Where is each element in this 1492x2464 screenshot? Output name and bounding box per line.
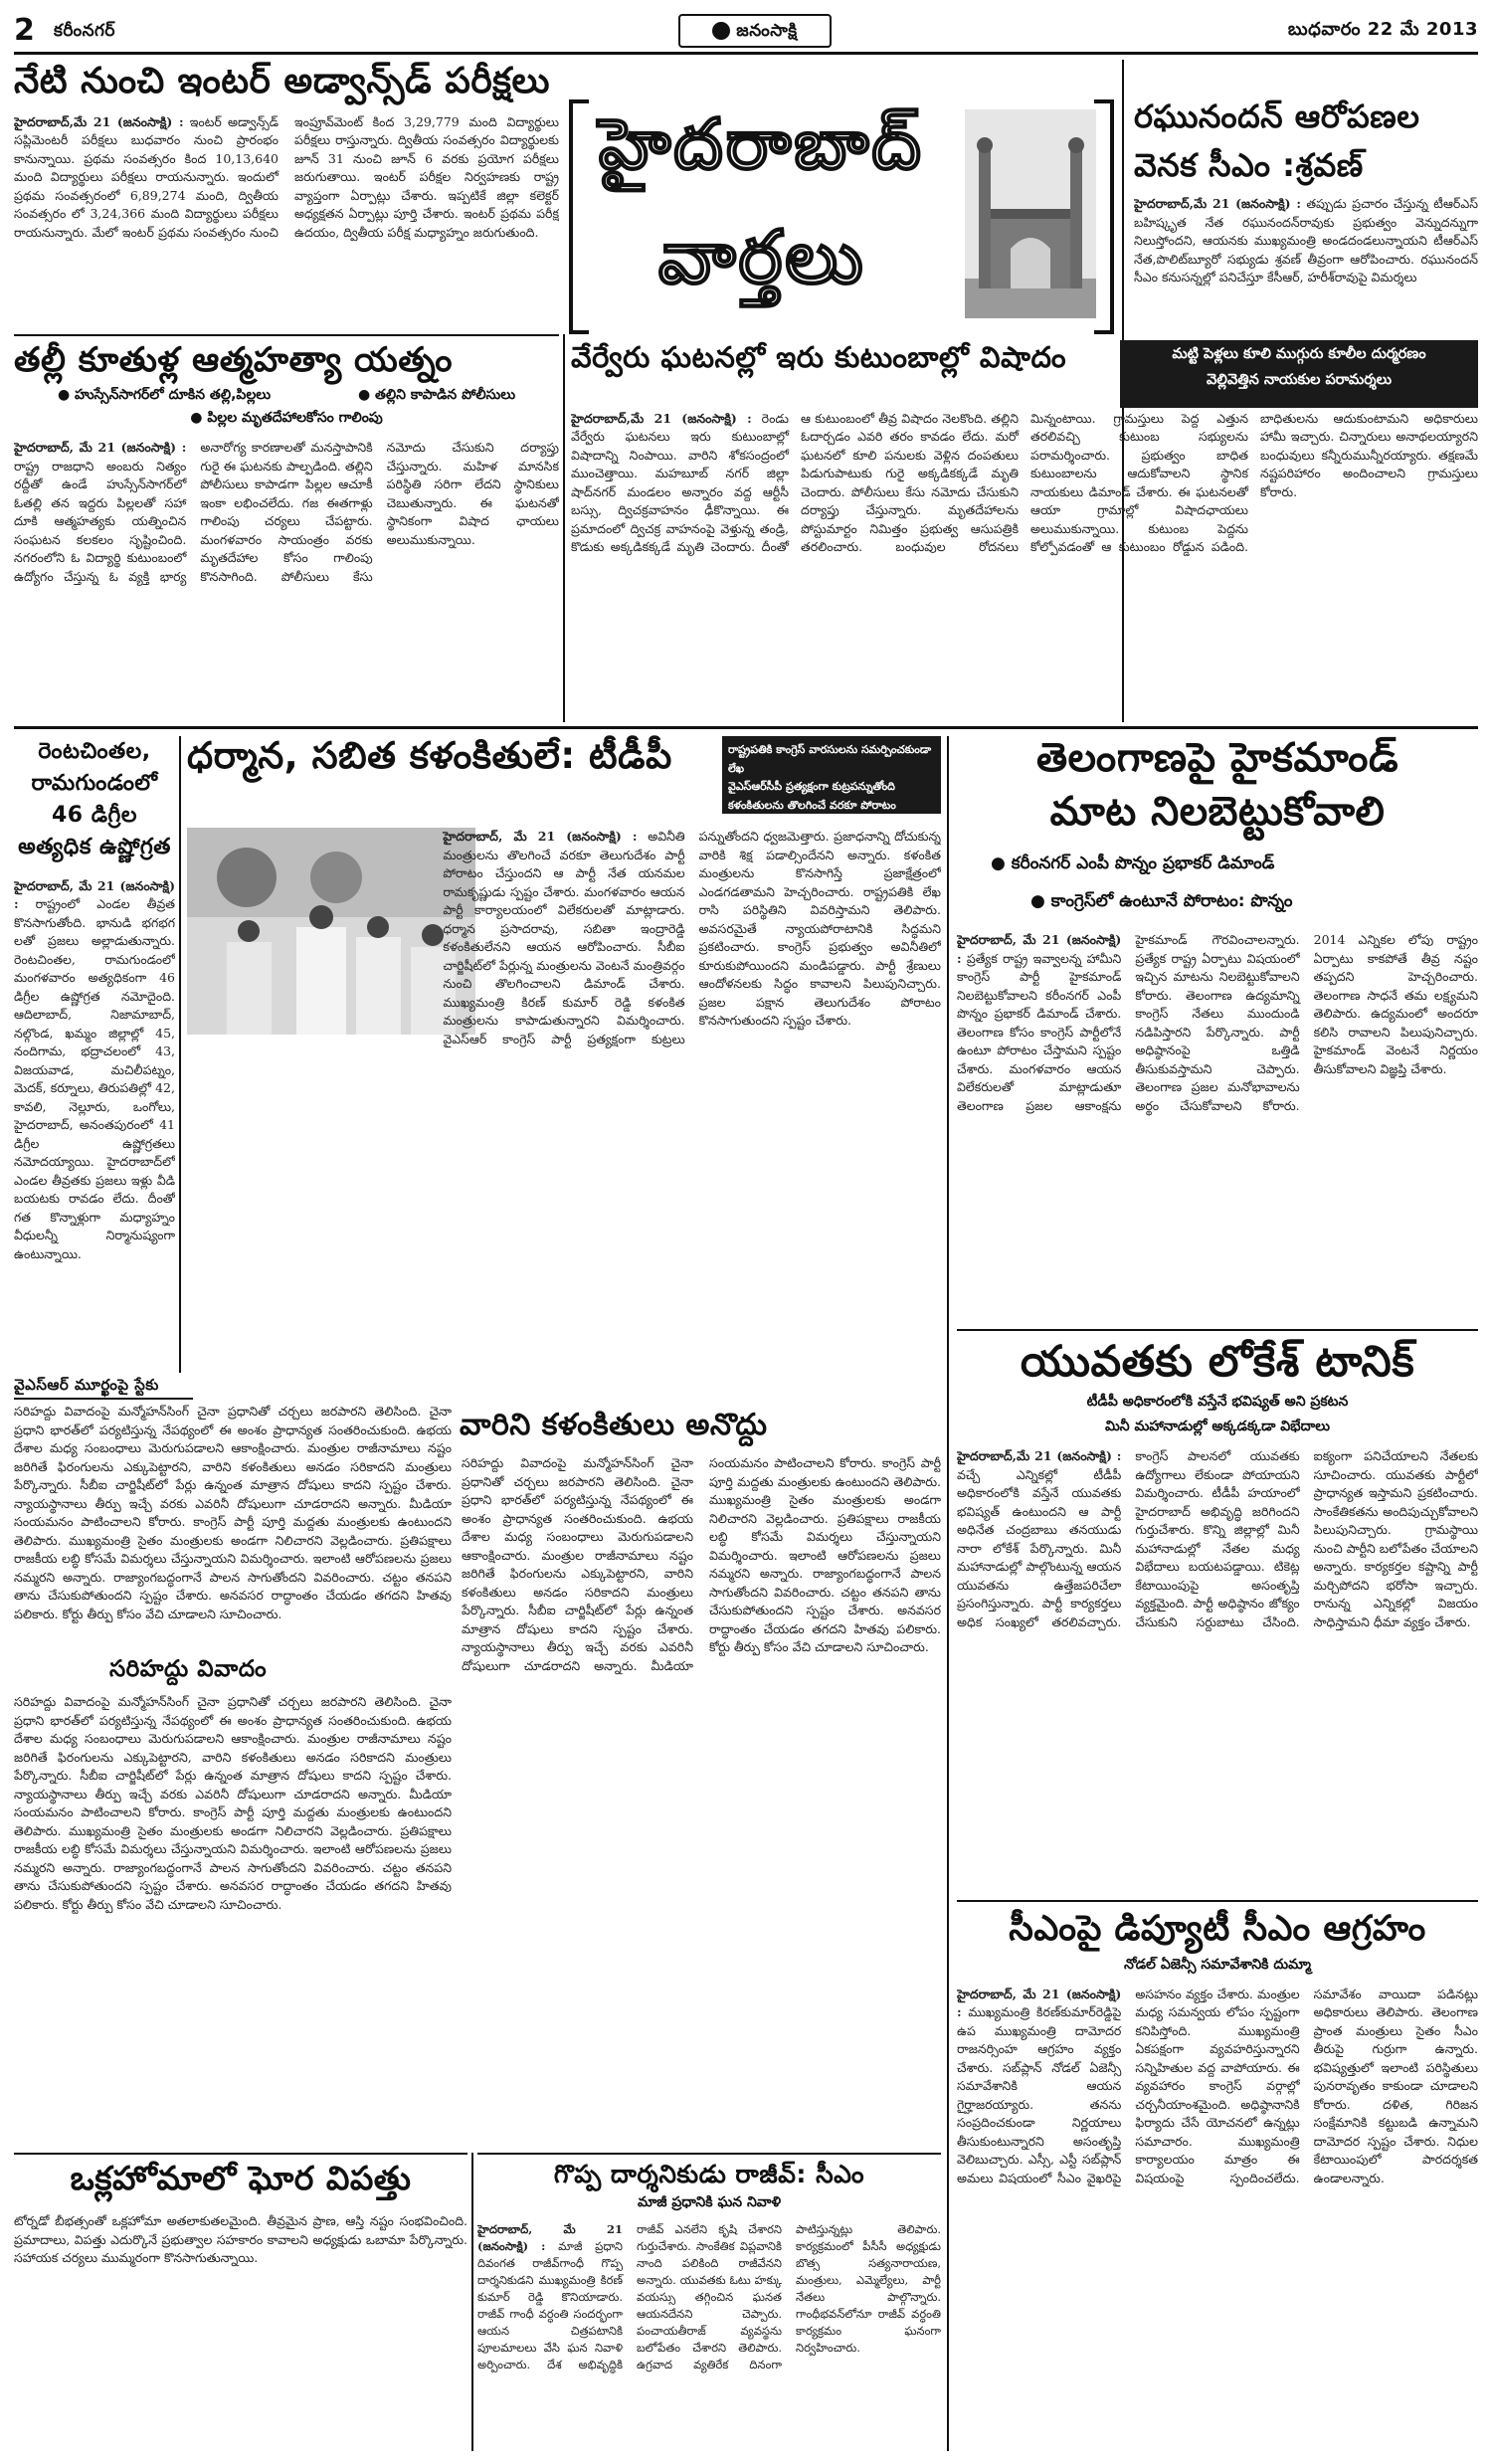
headline: నేటి నుంచి ఇంటర్ అడ్వాన్స్‌డ్ పరీక్షలు	[14, 61, 550, 101]
charminar-photo	[965, 109, 1096, 318]
bullets	[14, 387, 559, 406]
article-lokesh	[957, 1339, 1478, 1896]
kicker-ysr	[14, 1377, 372, 1400]
headline: సీఎంపై డిప్యూటీ సీఎం ఆగ్రహం	[1009, 1909, 1426, 1949]
dateline: హైదరాబాద్, మే 21 (జనంసాక్షి) :	[14, 440, 187, 456]
dateline: హైదరాబాద్,మే 21 (జనంసాక్షి) :	[957, 1448, 1122, 1464]
section-rule	[14, 334, 559, 336]
dateline: హైదరాబాద్, మే 21 (జనంసాక్షి) :	[443, 829, 638, 844]
section-rule	[957, 1329, 1478, 1331]
article-tdp	[187, 736, 941, 1373]
hyderabad-news-banner	[569, 99, 1114, 328]
headline: తల్లీ కూతుళ్ల ఆత్మహత్యా యత్నం	[14, 340, 453, 380]
body-text-right: సరిహద్దు వివాదంపై మన్మోహన్‌సింగ్ చైనా ప్రధానితో చర్చలు జరపారని తెలిసింది. చైనా ప్రధాని భారత్‌లో పర్యటిస్తున్న నేపథ్యంలో ఈ అంశం ప్రాధాన్యత సంతరించుకుంది. ఉభయ దేశాల మధ్య సంబంధాలు మెరుగుపడాలని ఆకాంక్షించారు. మంత్రుల రాజీనామాలు నష్టం జరిగితే ఫిరంగులను ఎక్కుపెట్టారని, వారిని కళంకితులు అనడం సరికాదని మంత్రులు పేర్కొన్నారు. సీబీఐ చార్జిషీట్‌లో పేర్లు ఉన్నంత మాత్రాన దోషులు కాదని స్పష్టం చేశారు. న్యాయస్థానాలు తీర్పు ఇచ్చే వరకు ఎవరినీ దోషులుగా చూడరాదని అన్నారు. మీడియా సంయమనం పాటించాలని కోరారు. కాంగ్రెస్ పార్టీ పూర్తి మద్దతు మంత్రులకు ఉంటుందని తెలిపారు. ముఖ్యమంత్రి సైతం మంత్రులకు అండగా నిలిచారని వెల్లడించారు. ప్రతిపక్షాలు రాజకీయ లబ్ధి కోసమే విమర్శలు చేస్తున్నాయని విమర్శించారు. ఇలాంటి ఆరోపణలను ప్రజలు నమ్మరని అన్నారు. రాజ్యాంగబద్ధంగానే పాలన సాగుతోందని వివరించారు. చట్టం తనపని తాను చేసుకుపోతుందని స్పష్టం చేశారు. అనవసర రాద్ధాంతం చేయడం తగదని హితవు పలికారు. కోర్టు తీర్పు కోసం వేచి చూడాలని సూచించారు.	[462, 1455, 941, 1673]
article-raghunandan	[1134, 99, 1478, 348]
article-deputy-cm	[957, 1910, 1478, 2451]
subhead-line1: మట్టి పెళ్లలు కూలి ముగ్గురు కూలీల దుర్మరణం	[1172, 346, 1426, 362]
article-body	[571, 410, 1478, 708]
bullet-1: ● కరీంనగర్ ఎంపీ పొన్నం ప్రభాకర్ డిమాండ్	[957, 853, 1478, 877]
article-body	[957, 1447, 1478, 1865]
banner-line2: వార్తలు	[658, 215, 866, 300]
column-rule	[471, 2153, 473, 2451]
headline-line1: రఘునందన్ ఆరోపణల	[1134, 97, 1420, 135]
column-rule	[563, 334, 565, 722]
article-body-left-lower	[14, 1693, 452, 2131]
bullet-1: ● హుస్సేన్‌సాగర్‌లో దూకిన తల్లి,పిల్లలు	[58, 387, 271, 406]
sidebar-line1: రాష్ట్రపతికి కాంగ్రెస్ వారసులను సమర్పించకుండా లేఖ	[728, 743, 932, 775]
article-body	[14, 113, 559, 317]
masthead-rule	[14, 52, 1478, 55]
dateline: హైదరాబాద్, మే 21 (జనంసాక్షి) :	[957, 1986, 1122, 2019]
body-text: రాష్ట్ర రాజధాని అంబరు నిత్యం రద్దీతో ఉండే హుస్సేన్‌సాగర్‌లో ఓతల్లి తన ఇద్దరు పిల్లలతో సహా దూకి ఆత్మహత్యకు యత్నించిన సంఘటన కలకలం సృష్టించింది. నగరంలోని ఓ విద్యార్థి కుటుంబంలో ఉద్యోగం చేస్తున్న ఓ వ్యక్తి భార్య అనారోగ్య కారణాలతో మనస్తాపానికి గురై ఈ ఘటనకు పాల్పడింది. తల్లిని పోలీసులు కాపాడగా పిల్లల ఆచూకీ ఇంకా లభించలేదు. గజ ఈతగాళ్లు గాలింపు చర్యలు చేపట్టారు. మంగళవారం సాయంత్రం వరకు మృతదేహాల కోసం గాలింపు కొనసాగింది. పోలీసులు కేసు నమోదు చేసుకుని దర్యాప్తు చేస్తున్నారు. మహిళ మానసిక పరిస్థితి సరిగా లేదని స్థానికులు చెబుతున్నారు. ఈ ఘటనతో స్థానికంగా విషాద ఛాయలు అలుముకున్నాయి.	[14, 440, 559, 584]
grief-subhead-box	[1120, 340, 1478, 408]
article-body	[477, 2221, 941, 2430]
column-rule	[179, 736, 181, 1373]
tdp-sidebar-box	[722, 736, 941, 814]
article-body	[957, 1986, 1478, 2433]
section-rule	[957, 1900, 1478, 1902]
subhead-line2: వెల్లివెత్తిన నాయకుల పరామర్శలు	[1207, 372, 1392, 388]
headline: ఒక్లహోమాలో ఘోర విపత్తు	[70, 2159, 412, 2197]
article-rajiv	[477, 2161, 941, 2451]
dateline: హైదరాబాద్, మే 21 (జనంసాక్షి) :	[14, 877, 175, 912]
bracket-right	[1094, 99, 1114, 334]
headline: వారిని కళంకితులు అనొద్దు	[460, 1408, 768, 1442]
headline: గొప్ప దార్శనికుడు రాజీవ్: సీఎం	[553, 2160, 865, 2188]
dateline: హైదరాబాద్, మే 21 (జనంసాక్షి) :	[477, 2221, 623, 2253]
body-text-continued: సరిహద్దు వివాదంపై మన్మోహన్‌సింగ్ చైనా ప్రధానితో చర్చలు జరపారని తెలిసింది. చైనా ప్రధాని భారత్‌లో పర్యటిస్తున్న నేపథ్యంలో ఈ అంశం ప్రాధాన్యత సంతరించుకుంది. ఉభయ దేశాల మధ్య సంబంధాలు మెరుగుపడాలని ఆకాంక్షించారు. మంత్రుల రాజీనామాలు నష్టం జరిగితే ఫిరంగులను ఎక్కుపెట్టారని, వారిని కళంకితులు అనడం సరికాదని మంత్రులు పేర్కొన్నారు. సీబీఐ చార్జిషీట్‌లో పేర్లు ఉన్నంత మాత్రాన దోషులు కాదని స్పష్టం చేశారు. న్యాయస్థానాలు తీర్పు ఇచ్చే వరకు ఎవరినీ దోషులుగా చూడరాదని అన్నారు. మీడియా సంయమనం పాటించాలని కోరారు. కాంగ్రెస్ పార్టీ పూర్తి మద్దతు మంత్రులకు ఉంటుందని తెలిపారు. ముఖ్యమంత్రి సైతం మంత్రులకు అండగా నిలిచారని వెల్లడించారు. ప్రతిపక్షాలు రాజకీయ లబ్ధి కోసమే విమర్శలు చేస్తున్నాయని విమర్శించారు. ఇలాంటి ఆరోపణలను ప్రజలు నమ్మరని అన్నారు. రాజ్యాంగబద్ధంగానే పాలన సాగుతోందని వివరించారు. చట్టం తనపని తాను చేసుకుపోతుందని స్పష్టం చేశారు. అనవసర రాద్ధాంతం చేయడం తగదని హితవు పలికారు. కోర్టు తీర్పు కోసం వేచి చూడాలని సూచించారు.	[14, 1694, 452, 1912]
bullet-2: ● కాంగ్రెస్‌లో ఉంటూనే పోరాటం: పొన్నం	[957, 891, 1478, 915]
article-body	[14, 877, 175, 1345]
headline: యువతకు లోకేశ్ టానిక్	[1020, 1337, 1415, 1387]
headline: రెంటచింతల, రామగుండంలో 46 డిగ్రీల అత్యధిక ఉష్ణోగ్రత	[18, 739, 171, 859]
sidebar-line3: కళంకితులను తొలగించే వరకూ పోరాటం	[728, 799, 896, 813]
dateline: హైదరాబాద్,మే 21 (జనంసాక్షి) :	[571, 410, 752, 426]
dateline: హైదరాబాద్, మే 21 (జనంసాక్షి) :	[957, 932, 1122, 966]
section-rule	[14, 726, 1478, 729]
article-body	[14, 2212, 467, 2362]
body-text: సరిహద్దు వివాదంపై మన్మోహన్‌సింగ్ చైనా ప్రధానితో చర్చలు జరపారని తెలిసింది. చైనా ప్రధాని భారత్‌లో పర్యటిస్తున్న నేపథ్యంలో ఈ అంశం ప్రాధాన్యత సంతరించుకుంది. ఉభయ దేశాల మధ్య సంబంధాలు మెరుగుపడాలని ఆకాంక్షించారు. మంత్రుల రాజీనామాలు నష్టం జరిగితే ఫిరంగులను ఎక్కుపెట్టారని, వారిని కళంకితులు అనడం సరికాదని మంత్రులు పేర్కొన్నారు. సీబీఐ చార్జిషీట్‌లో పేర్లు ఉన్నంత మాత్రాన దోషులు కాదని స్పష్టం చేశారు. న్యాయస్థానాలు తీర్పు ఇచ్చే వరకు ఎవరినీ దోషులుగా చూడరాదని అన్నారు. మీడియా సంయమనం పాటించాలని కోరారు. కాంగ్రెస్ పార్టీ పూర్తి మద్దతు మంత్రులకు ఉంటుందని తెలిపారు. ముఖ్యమంత్రి సైతం మంత్రులకు అండగా నిలిచారని వెల్లడించారు. ప్రతిపక్షాలు రాజకీయ లబ్ధి కోసమే విమర్శలు చేస్తున్నాయని విమర్శించారు. ఇలాంటి ఆరోపణలను ప్రజలు నమ్మరని అన్నారు. రాజ్యాంగబద్ధంగానే పాలన సాగుతోందని వివరించారు. చట్టం తనపని తాను చేసుకుపోతుందని స్పష్టం చేశారు. అనవసర రాద్ధాంతం చేయడం తగదని హితవు పలికారు. కోర్టు తీర్పు కోసం వేచి చూడాలని సూచించారు.	[14, 1404, 452, 1621]
banner-line1: హైదరాబాద్	[599, 103, 924, 185]
headline-line1: తెలంగాణపై హైకమాండ్	[1035, 735, 1399, 781]
headline-line2: వెనక సీఎం :శ్రవణ్	[1134, 146, 1364, 185]
sidebar-line2: వైఎస్ఆర్‌సీపీ ప్రత్యక్షంగా కుట్రపన్నుతోంది	[728, 780, 895, 794]
issue-date: బుధవారం 22 మే 2013	[1287, 19, 1478, 40]
dateline: హైదరాబాద్,మే 21 (జనంసాక్షి) :	[14, 113, 184, 129]
headline-line2: మాట నిలబెట్టుకోవాలి	[1049, 789, 1386, 835]
logo-emblem-icon	[712, 22, 730, 40]
subsection-headline: సరిహద్దు వివాదం	[109, 1656, 268, 1682]
body-text: వచ్చే ఎన్నికల్లో టీడీపీ అధికారంలోకి వస్తేనే యువతకు భవిష్యత్ ఉంటుందని ఆ పార్టీ అధినేత చంద్రబాబు తనయుడు నారా లోకేశ్ పేర్కొన్నారు. మినీ మహానాడుల్లో పాల్గొంటున్న ఆయన యువతను ఉత్తేజపరిచేలా ప్రసంగిస్తున్నారు. పార్టీ కార్యకర్తలు అధిక సంఖ్యలో తరలివచ్చారు. కాంగ్రెస్ పాలనలో యువతకు ఉద్యోగాలు లేకుండా పోయాయని విమర్శించారు. టీడీపీ హయాంలో హైదరాబాద్ అభివృద్ధి జరిగిందని గుర్తుచేశారు. కొన్ని జిల్లాల్లో మినీ మహానాడుల్లో నేతల మధ్య విభేదాలు బయటపడ్డాయి. టికెట్ల కేటాయింపుపై అసంతృప్తి వ్యక్తమైంది. పార్టీ అధిష్ఠానం జోక్యం చేసుకుని సర్దుబాటు చేసింది. ఐక్యంగా పనిచేయాలని నేతలకు సూచించారు. యువతకు పార్టీలో ప్రాధాన్యత ఇస్తామని ప్రకటించారు. సాంకేతికతను అందిపుచ్చుకోవాలని పిలుపునిచ్చారు. గ్రామస్థాయి నుంచి పార్టీని బలోపేతం చేయాలని అన్నారు. కార్యకర్తల కష్టాన్ని పార్టీ మర్చిపోదని భరోసా ఇచ్చారు. రానున్న ఎన్నికల్లో విజయం సాధిస్తామని ధీమా వ్యక్తం చేశారు.	[957, 1448, 1478, 1629]
article-inter-exams	[14, 62, 559, 330]
body-text: ముఖ్యమంత్రి కిరణ్‌కుమార్‌రెడ్డిపై ఉప ముఖ్యమంత్రి దామోదర రాజనర్సింహ ఆగ్రహం వ్యక్తం చేశారు. సబ్‌ప్లాన్ నోడల్ ఏజెన్సీ సమావేశానికి ఆయన గైర్హాజరయ్యారు. తనను సంప్రదించకుండా నిర్ణయాలు తీసుకుంటున్నారని అసంతృప్తి వెలిబుచ్చారు. ఎస్సీ, ఎస్టీ సబ్‌ప్లాన్ అమలు విషయంలో సీఎం వైఖరిపై అసహనం వ్యక్తం చేశారు. మంత్రుల మధ్య సమన్వయ లోపం స్పష్టంగా కనిపిస్తోంది. ముఖ్యమంత్రి ఏకపక్షంగా వ్యవహరిస్తున్నారని సన్నిహితుల వద్ద వాపోయారు. ఈ వ్యవహారం కాంగ్రెస్ వర్గాల్లో చర్చనీయాంశమైంది. అధిష్ఠానానికి ఫిర్యాదు చేసే యోచనలో ఉన్నట్లు సమాచారం. ముఖ్యమంత్రి కార్యాలయం మాత్రం ఈ విషయంపై స్పందించలేదు. సమావేశం వాయిదా పడినట్లు అధికారులు తెలిపారు. తెలంగాణ ప్రాంత మంత్రులు సైతం సీఎం తీరుపై గుర్రుగా ఉన్నారు. భవిష్యత్తులో ఇలాంటి పరిస్థితులు పునరావృతం కాకుండా చూడాలని కోరారు. దళిత, గిరిజన సంక్షేమానికి కట్టుబడి ఉన్నామని దామోదర స్పష్టం చేశారు. నిధుల కేటాయింపులో పారదర్శకత ఉండాలన్నారు.	[957, 1986, 1478, 2185]
section-rule	[477, 2153, 941, 2155]
body-text: ప్రత్యేక రాష్ట్ర ఇవ్వాలన్న హామీని కాంగ్రెస్ పార్టీ హైకమాండ్ నిలబెట్టుకోవాలని కరీంనగర్ ఎంపీ పొన్నం ప్రభాకర్ డిమాండ్ చేశారు. తెలంగాణ కోసం కాంగ్రెస్ పార్టీలోనే ఉంటూ పోరాటం చేస్తామని స్పష్టం చేశారు. మంగళవారం ఆయన విలేకరులతో మాట్లాడుతూ తెలంగాణ ప్రజల ఆకాంక్షను హైకమాండ్ గౌరవించాలన్నారు. ప్రత్యేక రాష్ట్ర ఏర్పాటు విషయంలో ఇచ్చిన మాటను నిలబెట్టుకోవాలని కోరారు. తెలంగాణ ఉద్యమాన్ని కాంగ్రెస్ నేతలు ముందుండి నడిపిస్తారని పేర్కొన్నారు. పార్టీ అధిష్ఠానంపై ఒత్తిడి తీసుకువస్తామని చెప్పారు. తెలంగాణ ప్రజల మనోభావాలను అర్థం చేసుకోవాలని కోరారు. 2014 ఎన్నికల లోపు రాష్ట్రం ఏర్పాటు కాకపోతే తీవ్ర నష్టం తప్పదని హెచ్చరించారు. తెలంగాణ సాధనే తమ లక్ష్యమని తెలిపారు. ఉద్యమంలో అందరూ కలిసి రావాలని పిలుపునిచ్చారు. హైకమాండ్ వెంటనే నిర్ణయం తీసుకోవాలని విజ్ఞప్తి చేశారు.	[957, 932, 1478, 1113]
article-telangana-highcommand	[957, 736, 1478, 1323]
article-two-families	[571, 342, 1478, 720]
headline: వేర్వేరు ఘటనల్లో ఇరు కుటుంబాల్లో విషాదం	[571, 340, 1067, 374]
page-number: 2	[14, 13, 36, 48]
article-body	[957, 931, 1478, 1289]
body-text: అవినీతి మంత్రులను తొలగించే వరకూ తెలుగుదేశం పార్టీ పోరాటం చేస్తుందని ఆ పార్టీ నేత యనమల రామకృష్ణుడు స్పష్టం చేశారు. మంగళవారం ఆయన పార్టీ కార్యాలయంలో విలేకరులతో మాట్లాడారు. ధర్మాన ప్రసాదరావు, సబితా ఇంద్రారెడ్డి కళంకితులేనని ఆయన ఆరోపించారు. సీబీఐ చార్జిషీట్‌లో పేర్లున్న మంత్రులను వెంటనే మంత్రివర్గం నుంచి తొలగించాలని డిమాండ్ చేశారు. ముఖ్యమంత్రి కిరణ్ కుమార్ రెడ్డి కళంకిత మంత్రులను కాపాడుతున్నారని విమర్శించారు. వైఎస్ఆర్ కాంగ్రెస్ పార్టీ ప్రత్యక్షంగా కుట్రలు పన్నుతోందని ధ్వజమెత్తారు. ప్రజాధనాన్ని దోచుకున్న వారికి శిక్ష పడాల్సిందేనని అన్నారు. కళంకిత మంత్రులను కొనసాగిస్తే ప్రజాక్షేత్రంలో ఎండగడతామని హెచ్చరించారు. రాష్ట్రపతికి లేఖ రాసి పరిస్థితిని వివరిస్తామని తెలిపారు. అవసరమైతే న్యాయపోరాటానికి సిద్ధమని ప్రకటించారు. కాంగ్రెస్ ప్రభుత్వం అవినీతిలో కూరుకుపోయిందని మండిపడ్డారు. పార్టీ శ్రేణులు ఆందోళనలకు సిద్ధం కావాలని పిలుపునిచ్చారు. ప్రజల పక్షాన తెలుగుదేశం పోరాటం కొనసాగుతుందని స్పష్టం చేశారు.	[443, 829, 941, 1046]
newspaper-logo: జనంసాక్షి	[678, 14, 832, 48]
article-oklahoma	[14, 2161, 467, 2451]
body-text: రెండు వేర్వేరు ఘటనలు ఇరు కుటుంబాల్లో విషాదాన్ని నింపాయి. వారిని శోకసంద్రంలో ముంచెత్తాయి. మహబూబ్ నగర్ జిల్లా షాద్‌నగర్ మండలం అన్నారం వద్ద ఆర్టీసీ బస్సు, ద్విచక్రవాహనం ఢీకొన్నాయి. ఈ ప్రమాదంలో ద్విచక్ర వాహనంపై వెళ్తున్న తండ్రి, కొడుకు అక్కడికక్కడే మృతి చెందారు. దీంతో ఆ కుటుంబంలో తీవ్ర విషాదం నెలకొంది. తల్లిని ఓదార్చడం ఎవరి తరం కావడం లేదు. మరో ఘటనలో కూలి పనులకు వెళ్లిన దంపతులు పిడుగుపాటుకు గురై అక్కడికక్కడే మృతి చెందారు. పోలీసులు కేసు నమోదు చేసుకుని దర్యాప్తు చేస్తున్నారు. మృతదేహాలను పోస్టుమార్టం నిమిత్తం ప్రభుత్వ ఆసుపత్రికి తరలించారు. బంధువుల రోదనలు మిన్నంటాయి. గ్రామస్తులు పెద్ద ఎత్తున తరలివచ్చి కుటుంబ సభ్యులను పరామర్శించారు. ప్రభుత్వం బాధిత కుటుంబాలను ఆదుకోవాలని స్థానిక నాయకులు డిమాండ్ చేశారు. ఈ ఘటనలతో ఆయా గ్రామాల్లో విషాదఛాయలు అలుముకున్నాయి. కుటుంబ పెద్దను కోల్పోవడంతో ఆ కుటుంబం రోడ్డున పడింది. బాధితులను ఆదుకుంటామని అధికారులు హామీ ఇచ్చారు. చిన్నారులు అనాథలయ్యారని బంధువులు కన్నీరుమున్నీరయ్యారు. తక్షణమే నష్టపరిహారం అందించాలని గ్రామస్తులు కోరారు.	[571, 410, 1478, 555]
article-body-right	[462, 1454, 941, 1932]
article-body	[14, 439, 559, 677]
article-kalankitulu	[14, 1403, 941, 2147]
article-body-left	[14, 1403, 452, 1651]
article-mother-daughters	[14, 342, 559, 720]
article-body	[1134, 195, 1478, 344]
section-rule	[14, 2153, 467, 2155]
subhead-1: టీడీపీ అధికారంలోకి వస్తేనే భవిష్యత్ అని ప్రకటన	[1086, 1394, 1349, 1411]
article-body	[187, 828, 941, 1373]
article-heatwave	[14, 736, 175, 1373]
body-text: మాజీ ప్రధాని దివంగత రాజీవ్‌గాంధీ గొప్ప దార్శనికుడని ముఖ్యమంత్రి కిరణ్ కుమార్ రెడ్డి కొనియాడారు. రాజీవ్ గాంధీ వర్ధంతి సందర్భంగా ఆయన చిత్రపటానికి పూలమాలలు వేసి ఘన నివాళి అర్పించారు. దేశ అభివృద్ధికి రాజీవ్ ఎనలేని కృషి చేశారని గుర్తుచేశారు. సాంకేతిక విప్లవానికి నాంది పలికింది రాజీవేనని అన్నారు. యువతకు ఓటు హక్కు వయస్సు తగ్గించిన ఘనత ఆయనదేనని చెప్పారు. పంచాయతీరాజ్ వ్యవస్థను బలోపేతం చేశారని తెలిపారు. ఉగ్రవాద వ్యతిరేక దినంగా పాటిస్తున్నట్లు తెలిపారు. కార్యక్రమంలో పీసీసీ అధ్యక్షుడు బొత్స సత్యనారాయణ, మంత్రులు, ఎమ్మెల్యేలు, పార్టీ నేతలు పాల్గొన్నారు. గాంధీభవన్‌లోనూ రాజీవ్ వర్ధంతి కార్యక్రమం ఘనంగా నిర్వహించారు.	[477, 2221, 941, 2371]
bullet-2: ● తల్లిని కాపాడిన పోలీసులు	[358, 387, 515, 406]
bullet-3: ● పిల్లల మృతదేహాలకోసం గాలింపు	[190, 410, 383, 426]
subhead: మాజీ ప్రధానికి ఘన నివాళి	[637, 2193, 782, 2210]
dateline: హైదరాబాద్,మే 21 (జనంసాక్షి) :	[1134, 196, 1301, 212]
body-text: రాష్ట్రంలో ఎండల తీవ్రత కొనసాగుతోంది. భానుడి భగభగ లతో ప్రజలు అల్లాడుతున్నారు. రెంటచింతల, రామగుండంలో మంగళవారం అత్యధికంగా 46 డిగ్రీల ఉష్ణోగ్రత నమోదైంది. ఆదిలాబాద్, నిజామాబాద్, నల్గొండ, ఖమ్మం జిల్లాల్లో 45, నందిగామ, భద్రాచలంలో 43, విజయవాడ, మచిలీపట్నం, మెదక్, కర్నూలు, తిరుపతిల్లో 42, కావలి, నెల్లూరు, ఒంగోలు, హైదరాబాద్, అనంతపురంలో 41 డిగ్రీల ఉష్ణోగ్రతలు నమోదయ్యాయి. హైదరాబాద్‌లో ఎండల తీవ్రతకు ప్రజలు ఇళ్లు వీడి బయటకు రావడం లేదు. దీంతో గత కొన్నాళ్లుగా మధ్యాహ్నం వీధులన్నీ నిర్మానుష్యంగా ఉంటున్నాయి.	[14, 896, 175, 1261]
section-name: కరీంనగర్	[54, 21, 115, 41]
headline: ధర్మాన, సబిత కళంకితులే: టీడీపీ	[187, 734, 672, 777]
body-text: తప్పుడు ప్రచారం చేస్తున్న టీఆర్ఎస్ బహిష్కృత నేత రఘునందన్‌రావుకు ప్రభుత్వం వెన్నుదన్నుగా నిలుస్తోందని, ఆయనకు ముఖ్యమంత్రి అండదండలున్నాయని టీఆర్ఎస్ నేత,పొలిట్‌బ్యూరో సభ్యుడు శ్రవణ్ తీవ్రంగా ఆరోపించారు. రఘునందన్ సీఎం కనుసన్నల్లో పనిచేస్తూ కేసీఆర్, హరీశ్‌రావుపై విమర్శలు	[1134, 196, 1478, 285]
masthead	[14, 14, 1478, 48]
body-text: ఇంటర్ అడ్వాన్స్‌డ్ సప్లిమెంటరీ పరీక్షలు బుధవారం నుంచి ప్రారంభం కానున్నాయి. ప్రథమ సంవత్సరం కింద 10,13,640 మంది విద్యార్థులు పరీక్షలు రాయనున్నారు. ఇందులో ప్రథమ సంవత్సరంలో 6,89,274 మంది, ద్వితీయ సంవత్సరం లో 3,24,366 మంది విద్యార్థులు పరీక్షలు రాయనున్నారు. మేలో ఇంటర్ ప్రథమ సంవత్సరం నుంచి ఇంప్రూవ్‌మెంట్ కింద 3,29,779 మంది విద్యార్థులు పరీక్షలు రాస్తున్నారు. ద్వితీయ సంవత్సరం విద్యార్థులకు జూన్ 31 నుంచి జూన్ 6 వరకు ప్రయోగ పరీక్షలు జరుగుతాయి. ఇంటర్ పరీక్షల నిర్వహణకు రాష్ట్ర వ్యాప్తంగా ఏర్పాట్లు చేశారు. ఇప్పటికే జిల్లా కలెక్టర్ అధ్యక్షతన ఏర్పాట్లు పూర్తి చేశారు. ఇంటర్ ప్రథమ పరీక్ష ఉదయం, ద్వితీయ పరీక్ష మధ్యాహ్నం జరుగుతుంది.	[14, 113, 559, 240]
bracket-left	[569, 99, 589, 334]
kicker-headline: వైఎస్‌ఆర్ మూర్ఖంపై స్టేకు	[14, 1376, 159, 1394]
column-rule	[947, 736, 949, 2451]
body-text: టోర్నడో బీభత్సంతో ఒక్లహోమా అతలాకుతలమైంది. తీవ్రమైన ప్రాణ, ఆస్తి నష్టం సంభవించింది. ప్రమాదాలు, విపత్తు ఎదుర్కొనే ప్రభుత్వాల సహకారం కావాలని అధ్యక్షుడు ఒబామా పేర్కొన్నారు. సహాయక చర్యలు ముమ్మరంగా కొనసాగుతున్నాయి.	[14, 2213, 467, 2266]
subhead-2: మినీ మహానాడుల్లో అక్కడక్కడా విభేదాలు	[1104, 1419, 1331, 1435]
subhead: నోడల్ ఏజెన్సీ సమావేశానికి దుమ్మా	[1124, 1956, 1311, 1973]
